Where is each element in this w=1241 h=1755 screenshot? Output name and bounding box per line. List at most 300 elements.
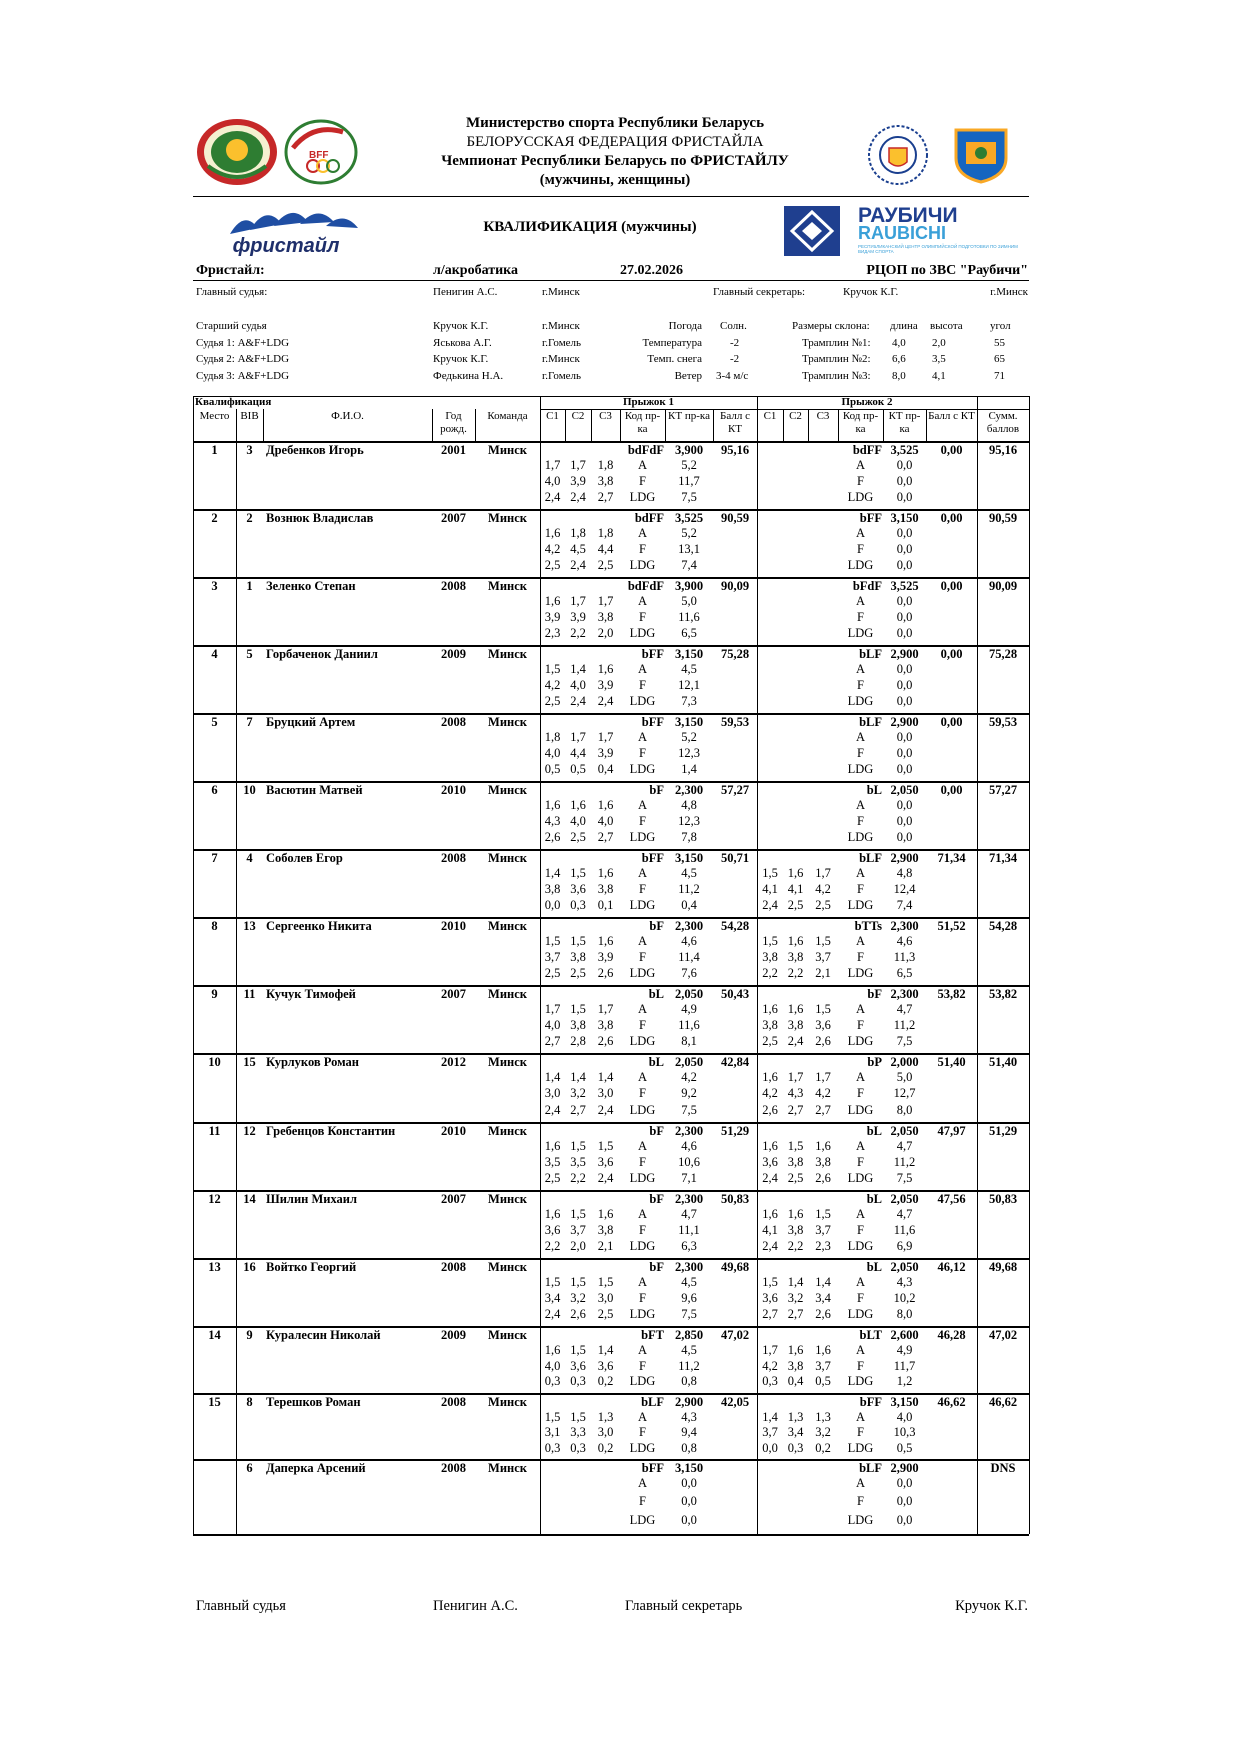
- table-column-divider: [1029, 645, 1030, 713]
- criterion-label: F: [639, 746, 646, 760]
- judge-score: 3,9: [570, 610, 586, 624]
- judge-score: 1,6: [787, 1343, 804, 1357]
- judge-score: 1,8: [570, 526, 586, 540]
- judge-score: 3,9: [570, 474, 586, 488]
- judge-score: 1,4: [787, 1275, 804, 1289]
- judge-score: 4,2: [544, 678, 561, 692]
- degree-of-difficulty: 2,300: [674, 1124, 704, 1138]
- table-column-divider: [757, 645, 758, 713]
- criterion-label: F: [639, 678, 646, 692]
- table-column-divider: [540, 509, 541, 577]
- footer-secretary-name: Кручок К.Г.: [955, 1598, 1028, 1614]
- judge-score: 2,5: [762, 1034, 778, 1048]
- judge-score: 3,7: [815, 950, 831, 964]
- col-c1-header: C1: [546, 410, 559, 422]
- jump2-header: Прыжок 2: [841, 396, 893, 408]
- jump-score: 59,53: [720, 715, 750, 729]
- judge-score: 2,7: [815, 1102, 831, 1117]
- jump-score: 47,02: [720, 1328, 750, 1342]
- judge-score: 1,7: [597, 730, 614, 744]
- judge-score: 1,7: [570, 730, 586, 744]
- judge-score: 1,7: [815, 866, 831, 880]
- jump-score: 49,68: [720, 1260, 750, 1274]
- criterion-label: A: [855, 730, 866, 744]
- jump-code: bF: [867, 987, 882, 1001]
- table-column-divider: [591, 409, 592, 441]
- judge-score: 2,8: [570, 1034, 586, 1048]
- criterion-points: 9,2: [681, 1086, 697, 1101]
- judge-score: 3,1: [544, 1425, 561, 1440]
- judge-score: 2,4: [762, 898, 778, 912]
- criterion-label: LDG: [847, 966, 874, 980]
- table-column-divider: [236, 441, 237, 509]
- athlete-name: Бруцкий Артем: [266, 715, 356, 729]
- judge-score: 3,7: [762, 1425, 778, 1440]
- judge-score: 1,8: [544, 730, 561, 744]
- criterion-label: F: [639, 1291, 646, 1305]
- judge-score: 3,8: [787, 1155, 804, 1169]
- jump1-header: Прыжок 1: [622, 396, 675, 408]
- criterion-label: F: [857, 1291, 864, 1305]
- criterion-points: 7,5: [681, 1307, 697, 1321]
- judge-score: 3,8: [787, 950, 804, 964]
- criterion-label: LDG: [847, 1512, 874, 1527]
- table-column-divider: [1029, 1393, 1030, 1459]
- criterion-label: LDG: [847, 1102, 874, 1117]
- jump-code: bL: [866, 783, 882, 797]
- judge-score: 2,5: [570, 830, 586, 844]
- judge-score: 3,8: [597, 1018, 614, 1032]
- criterion-points: 4,0: [896, 1410, 913, 1424]
- table-column-divider: [540, 917, 541, 985]
- judge-score: 2,2: [544, 1239, 561, 1253]
- criterion-points: 11,6: [678, 610, 700, 624]
- criterion-points: 11,6: [893, 1223, 916, 1237]
- criterion-label: LDG: [629, 1034, 656, 1048]
- criterion-label: A: [637, 594, 648, 608]
- degree-of-difficulty: 2,300: [674, 783, 704, 797]
- criterion-label: A: [637, 1476, 648, 1490]
- table-column-divider: [977, 577, 978, 645]
- temperature-label: Температура: [642, 336, 702, 349]
- jump-code: bLF: [859, 1461, 882, 1475]
- judge-score: 2,5: [570, 966, 586, 980]
- criterion-label: F: [857, 1155, 864, 1169]
- criterion-label: A: [855, 798, 866, 812]
- birth-year: 2008: [441, 715, 466, 729]
- judges-list: [196, 318, 582, 384]
- table-column-divider: [193, 1459, 194, 1534]
- degree-of-difficulty: 3,150: [674, 851, 704, 865]
- criterion-label: A: [637, 1275, 648, 1289]
- table-column-divider: [783, 409, 784, 441]
- judge-row: [196, 318, 580, 335]
- jump-code: bdFF: [634, 511, 664, 525]
- chief-judge-city: г.Минск: [542, 286, 580, 298]
- criterion-points: 4,3: [896, 1275, 913, 1289]
- criterion-points: 6,5: [681, 626, 697, 640]
- judge-score: 1,6: [787, 1002, 804, 1016]
- judge-score: 2,0: [570, 1239, 586, 1253]
- table-column-divider: [193, 1393, 194, 1459]
- secretary-name: Кручок К.Г.: [843, 286, 899, 298]
- judge-score: 4,2: [762, 1358, 778, 1373]
- criterion-label: A: [637, 458, 648, 472]
- judge-name: Кручок К.Г.: [433, 320, 489, 332]
- team-cell: Минск: [488, 1328, 527, 1342]
- criterion-label: A: [855, 1410, 866, 1424]
- criterion-points: 7,8: [681, 830, 697, 844]
- jump-code: bL: [648, 1055, 664, 1069]
- criterion-points: 4,8: [681, 798, 697, 812]
- criterion-label: LDG: [629, 1440, 656, 1455]
- criterion-label: LDG: [847, 1440, 874, 1455]
- col-place-header: Место: [199, 410, 230, 422]
- judge-role: Старший судья: [196, 320, 267, 332]
- degree-of-difficulty: 2,900: [674, 1395, 704, 1409]
- criterion-points: 5,2: [681, 526, 697, 540]
- judge-score: 3,7: [544, 950, 561, 964]
- total-score: 75,28: [988, 647, 1018, 661]
- ramp-height: 3,5: [932, 353, 946, 365]
- birth-year: 2009: [441, 647, 466, 661]
- judge-score: 0,1: [597, 898, 614, 912]
- table-column-divider: [757, 1122, 758, 1190]
- criterion-label: A: [637, 526, 648, 540]
- judge-score: 1,4: [570, 662, 586, 676]
- judge-score: 1,5: [570, 1207, 586, 1221]
- judge-score: 1,4: [544, 1070, 561, 1084]
- criterion-points: 4,2: [681, 1070, 697, 1084]
- criterion-points: 4,9: [896, 1343, 913, 1357]
- table-column-divider: [193, 645, 194, 713]
- judge-score: 1,6: [815, 1139, 831, 1153]
- jump-score: 50,43: [720, 987, 750, 1001]
- bib-cell: 5: [246, 647, 253, 661]
- judge-score: 4,0: [544, 1018, 561, 1032]
- total-score: 57,27: [988, 783, 1018, 797]
- criterion-points: 5,2: [681, 458, 697, 472]
- table-column-divider: [757, 509, 758, 577]
- criterion-points: 11,1: [678, 1223, 700, 1237]
- degree-of-difficulty: 2,050: [890, 1124, 919, 1138]
- judge-score: 3,5: [544, 1155, 561, 1169]
- jump-code: bLT: [859, 1328, 882, 1342]
- criterion-label: LDG: [847, 1171, 874, 1185]
- table-column-divider: [977, 1326, 978, 1393]
- judge-score: 1,6: [544, 1343, 561, 1357]
- degree-of-difficulty: 2,900: [890, 1461, 919, 1475]
- judge-score: 0,2: [597, 1440, 614, 1455]
- judge-score: 1,5: [544, 662, 561, 676]
- judge-score: 3,6: [544, 1223, 561, 1237]
- table-column-divider: [540, 441, 541, 509]
- birth-year: 2007: [441, 987, 466, 1001]
- judge-score: 3,4: [544, 1291, 561, 1305]
- table-column-divider: [193, 781, 194, 849]
- judge-score: 4,2: [762, 1086, 778, 1101]
- jump-score: 46,12: [937, 1260, 966, 1274]
- slope-height-header: высота: [930, 320, 963, 332]
- table-column-divider: [1029, 917, 1030, 985]
- raubichi-name-ru: РАУБИЧИ: [858, 204, 958, 227]
- judge-score: 3,7: [815, 1223, 831, 1237]
- criterion-label: LDG: [629, 1102, 656, 1117]
- criterion-points: 0,4: [681, 898, 697, 912]
- col-name-header: Ф.И.О.: [331, 410, 364, 422]
- table-column-divider: [757, 781, 758, 849]
- olympic-committee-emblem: [196, 118, 278, 186]
- athlete-name: Шилин Михаил: [266, 1192, 358, 1206]
- judge-score: 1,5: [544, 934, 561, 948]
- slope-angle-header: угол: [990, 320, 1011, 332]
- judge-score: 4,1: [787, 882, 804, 896]
- judge-score: 3,7: [815, 1358, 831, 1373]
- judge-score: 1,6: [597, 866, 614, 880]
- criterion-label: F: [639, 1425, 646, 1440]
- birth-year: 2010: [441, 783, 466, 797]
- jump-code: bL: [866, 1124, 882, 1138]
- ramp-angle: 55: [994, 336, 1005, 349]
- criterion-points: 4,5: [681, 866, 697, 880]
- table-column-divider: [236, 1258, 237, 1326]
- judge-score: 3,6: [597, 1358, 614, 1373]
- criterion-points: 0,0: [896, 694, 913, 708]
- judge-row: [196, 368, 582, 385]
- degree-of-difficulty: 2,600: [890, 1328, 919, 1342]
- criterion-label: LDG: [629, 762, 656, 776]
- judge-score: 1,7: [762, 1343, 778, 1357]
- criterion-label: LDG: [629, 626, 656, 640]
- judge-score: 2,4: [570, 694, 586, 708]
- judge-score: 1,8: [597, 458, 614, 472]
- ramp-length: 6,6: [892, 353, 906, 365]
- judge-city: г.Минск: [542, 320, 580, 332]
- jump-score: 90,09: [720, 579, 750, 593]
- table-column-divider: [757, 849, 758, 917]
- judge-score: 4,2: [544, 542, 561, 556]
- judge-score: 1,7: [597, 1002, 614, 1016]
- jump-score: 42,84: [720, 1055, 750, 1069]
- jump-code: bLF: [859, 851, 882, 865]
- judge-score: 0,0: [544, 898, 561, 912]
- col-bib-header: BIB: [240, 410, 259, 422]
- table-column-divider: [977, 985, 978, 1053]
- chief-judge-name: Пенигин А.С.: [433, 286, 498, 298]
- place-cell: 7: [211, 851, 218, 865]
- judge-score: 2,2: [787, 966, 804, 980]
- jump-score: 0,00: [940, 443, 963, 457]
- table-column-divider: [236, 713, 237, 781]
- table-column-divider: [236, 849, 237, 917]
- table-column-divider: [757, 1393, 758, 1459]
- judge-score: 2,4: [544, 1307, 561, 1321]
- table-column-divider: [977, 713, 978, 781]
- bib-cell: 14: [243, 1192, 256, 1206]
- judge-score: 3,2: [787, 1291, 804, 1305]
- criterion-points: 0,0: [681, 1476, 697, 1490]
- judge-score: 1,5: [762, 1275, 778, 1289]
- jump-score: 51,52: [937, 919, 966, 933]
- total-score: 95,16: [988, 443, 1018, 457]
- criterion-points: 7,4: [896, 898, 913, 912]
- snow-temp-label: Темп. снега: [647, 353, 702, 365]
- table-column-divider: [193, 441, 194, 509]
- col-score-header: Балл с КТ: [928, 410, 975, 422]
- degree-of-difficulty: 3,900: [674, 443, 704, 457]
- judge-score: 2,6: [815, 1034, 831, 1048]
- table-column-divider: [475, 409, 476, 441]
- judge-score: 3,8: [815, 1155, 831, 1169]
- judge-score: 1,5: [570, 1275, 586, 1289]
- judge-score: 2,4: [570, 490, 586, 504]
- ramp-height: 4,1: [932, 369, 946, 382]
- criterion-label: F: [639, 1086, 646, 1101]
- criterion-label: LDG: [847, 1374, 874, 1389]
- table-column-divider: [926, 409, 927, 441]
- judge-score: 3,4: [815, 1291, 831, 1305]
- criterion-points: 0,0: [896, 678, 913, 692]
- judge-score: 4,0: [597, 814, 614, 828]
- judge-score: 1,5: [815, 934, 831, 948]
- table-column-divider: [977, 396, 978, 441]
- criterion-label: F: [857, 678, 864, 692]
- criterion-label: A: [855, 1476, 866, 1490]
- degree-of-difficulty: 2,050: [890, 1192, 919, 1206]
- jump-code: bLF: [641, 1395, 664, 1409]
- criterion-points: 5,2: [681, 730, 697, 744]
- degree-of-difficulty: 2,850: [674, 1328, 704, 1342]
- discipline-value: л/акробатика: [433, 263, 519, 278]
- criterion-label: F: [857, 746, 864, 760]
- raubichi-emblem: [784, 206, 840, 256]
- judge-score: 4,0: [544, 474, 561, 488]
- criterion-label: F: [857, 610, 864, 624]
- criterion-points: 10,2: [893, 1291, 916, 1305]
- table-column-divider: [236, 409, 237, 441]
- criterion-points: 10,6: [678, 1155, 700, 1169]
- chief-judge-label: Главный судья:: [196, 286, 268, 298]
- table-column-divider: [540, 396, 541, 441]
- jump-score: 51,40: [937, 1055, 966, 1069]
- judge-score: 2,2: [787, 1239, 804, 1253]
- judge-score: 1,6: [762, 1070, 778, 1084]
- criterion-points: 12,3: [678, 746, 700, 760]
- degree-of-difficulty: 2,050: [674, 1055, 704, 1069]
- judge-score: 2,4: [570, 558, 586, 572]
- judge-score: 1,7: [787, 1070, 804, 1084]
- judge-score: 1,4: [570, 1070, 586, 1084]
- total-score: 59,53: [988, 715, 1018, 729]
- judge-score: 2,3: [544, 626, 561, 640]
- team-cell: Минск: [488, 1124, 527, 1138]
- team-cell: Минск: [488, 851, 527, 865]
- criterion-points: 7,1: [681, 1171, 697, 1185]
- team-cell: Минск: [488, 647, 527, 661]
- table-column-divider: [193, 1122, 194, 1190]
- judge-score: 2,6: [597, 966, 614, 980]
- place-cell: 4: [211, 647, 218, 661]
- bib-cell: 13: [243, 919, 256, 933]
- footer-chief-judge-label: Главный судья: [196, 1598, 286, 1614]
- judge-score: 1,6: [787, 934, 804, 948]
- criterion-points: 11,7: [893, 1358, 916, 1373]
- birth-year: 2008: [441, 851, 466, 865]
- place-cell: 2: [211, 511, 218, 525]
- judge-score: 2,0: [597, 626, 614, 640]
- table-column-divider: [193, 1190, 194, 1258]
- judge-score: 1,6: [544, 526, 561, 540]
- judge-score: 4,4: [597, 542, 614, 556]
- criterion-points: 4,7: [681, 1207, 697, 1221]
- criterion-points: 4,6: [896, 934, 913, 948]
- judge-score: 1,4: [597, 1343, 614, 1357]
- table-column-divider: [1029, 985, 1030, 1053]
- criterion-label: F: [639, 814, 646, 828]
- degree-of-difficulty: 2,900: [890, 851, 919, 865]
- judge-score: 2,6: [544, 830, 561, 844]
- criterion-label: A: [637, 1139, 648, 1153]
- jump-code: bFF: [641, 647, 664, 661]
- criterion-points: 11,2: [893, 1155, 916, 1169]
- athlete-name: Вознюк Владислав: [266, 511, 374, 525]
- criterion-label: A: [637, 798, 648, 812]
- col-dd-header: КТ пр-ка: [888, 410, 921, 435]
- judge-score: 3,3: [570, 1425, 586, 1440]
- judge-score: 2,5: [815, 898, 831, 912]
- judge-score: 4,2: [815, 882, 831, 896]
- judge-score: 3,2: [570, 1291, 586, 1305]
- degree-of-difficulty: 2,300: [674, 1260, 704, 1274]
- bff-logo-text: BFF: [309, 150, 329, 161]
- ramp-name: Трамплин №1:: [802, 336, 871, 349]
- jump-score: 50,71: [720, 851, 750, 865]
- criterion-points: 0,0: [896, 1494, 913, 1509]
- judge-score: 0,3: [570, 1374, 586, 1389]
- judge-score: 4,3: [787, 1086, 804, 1101]
- ramp-name: Трамплин №3:: [802, 369, 871, 382]
- judge-score: 3,8: [762, 1018, 778, 1032]
- total-score: 51,40: [988, 1055, 1018, 1069]
- athlete-name: Соболев Егор: [266, 851, 343, 865]
- jump-code: bdFF: [852, 443, 882, 457]
- jump-code: bFT: [641, 1328, 664, 1342]
- judge-score: 1,6: [787, 866, 804, 880]
- judge-score: 0,3: [544, 1440, 561, 1455]
- judge-score: 3,0: [597, 1086, 614, 1101]
- place-cell: 8: [211, 919, 218, 933]
- header-divider: [193, 196, 1029, 197]
- judge-city: г.Гомель: [542, 369, 582, 382]
- criterion-points: 11,2: [678, 882, 700, 896]
- jump-score: 47,97: [937, 1124, 966, 1138]
- table-column-divider: [977, 849, 978, 917]
- criterion-label: A: [855, 1139, 866, 1153]
- judge-score: 2,5: [787, 898, 804, 912]
- criterion-points: 11,6: [678, 1018, 700, 1032]
- judge-city: г.Гомель: [542, 336, 582, 349]
- judge-score: 3,0: [597, 1291, 614, 1305]
- criterion-points: 0,0: [896, 762, 913, 776]
- criterion-label: LDG: [629, 830, 656, 844]
- table-column-divider: [193, 849, 194, 917]
- discipline-label: Фристайл:: [196, 263, 265, 278]
- criterion-label: A: [637, 934, 648, 948]
- degree-of-difficulty: 3,900: [674, 579, 704, 593]
- judge-score: 0,5: [570, 762, 586, 776]
- criterion-label: A: [637, 1343, 648, 1357]
- degree-of-difficulty: 2,900: [890, 715, 919, 729]
